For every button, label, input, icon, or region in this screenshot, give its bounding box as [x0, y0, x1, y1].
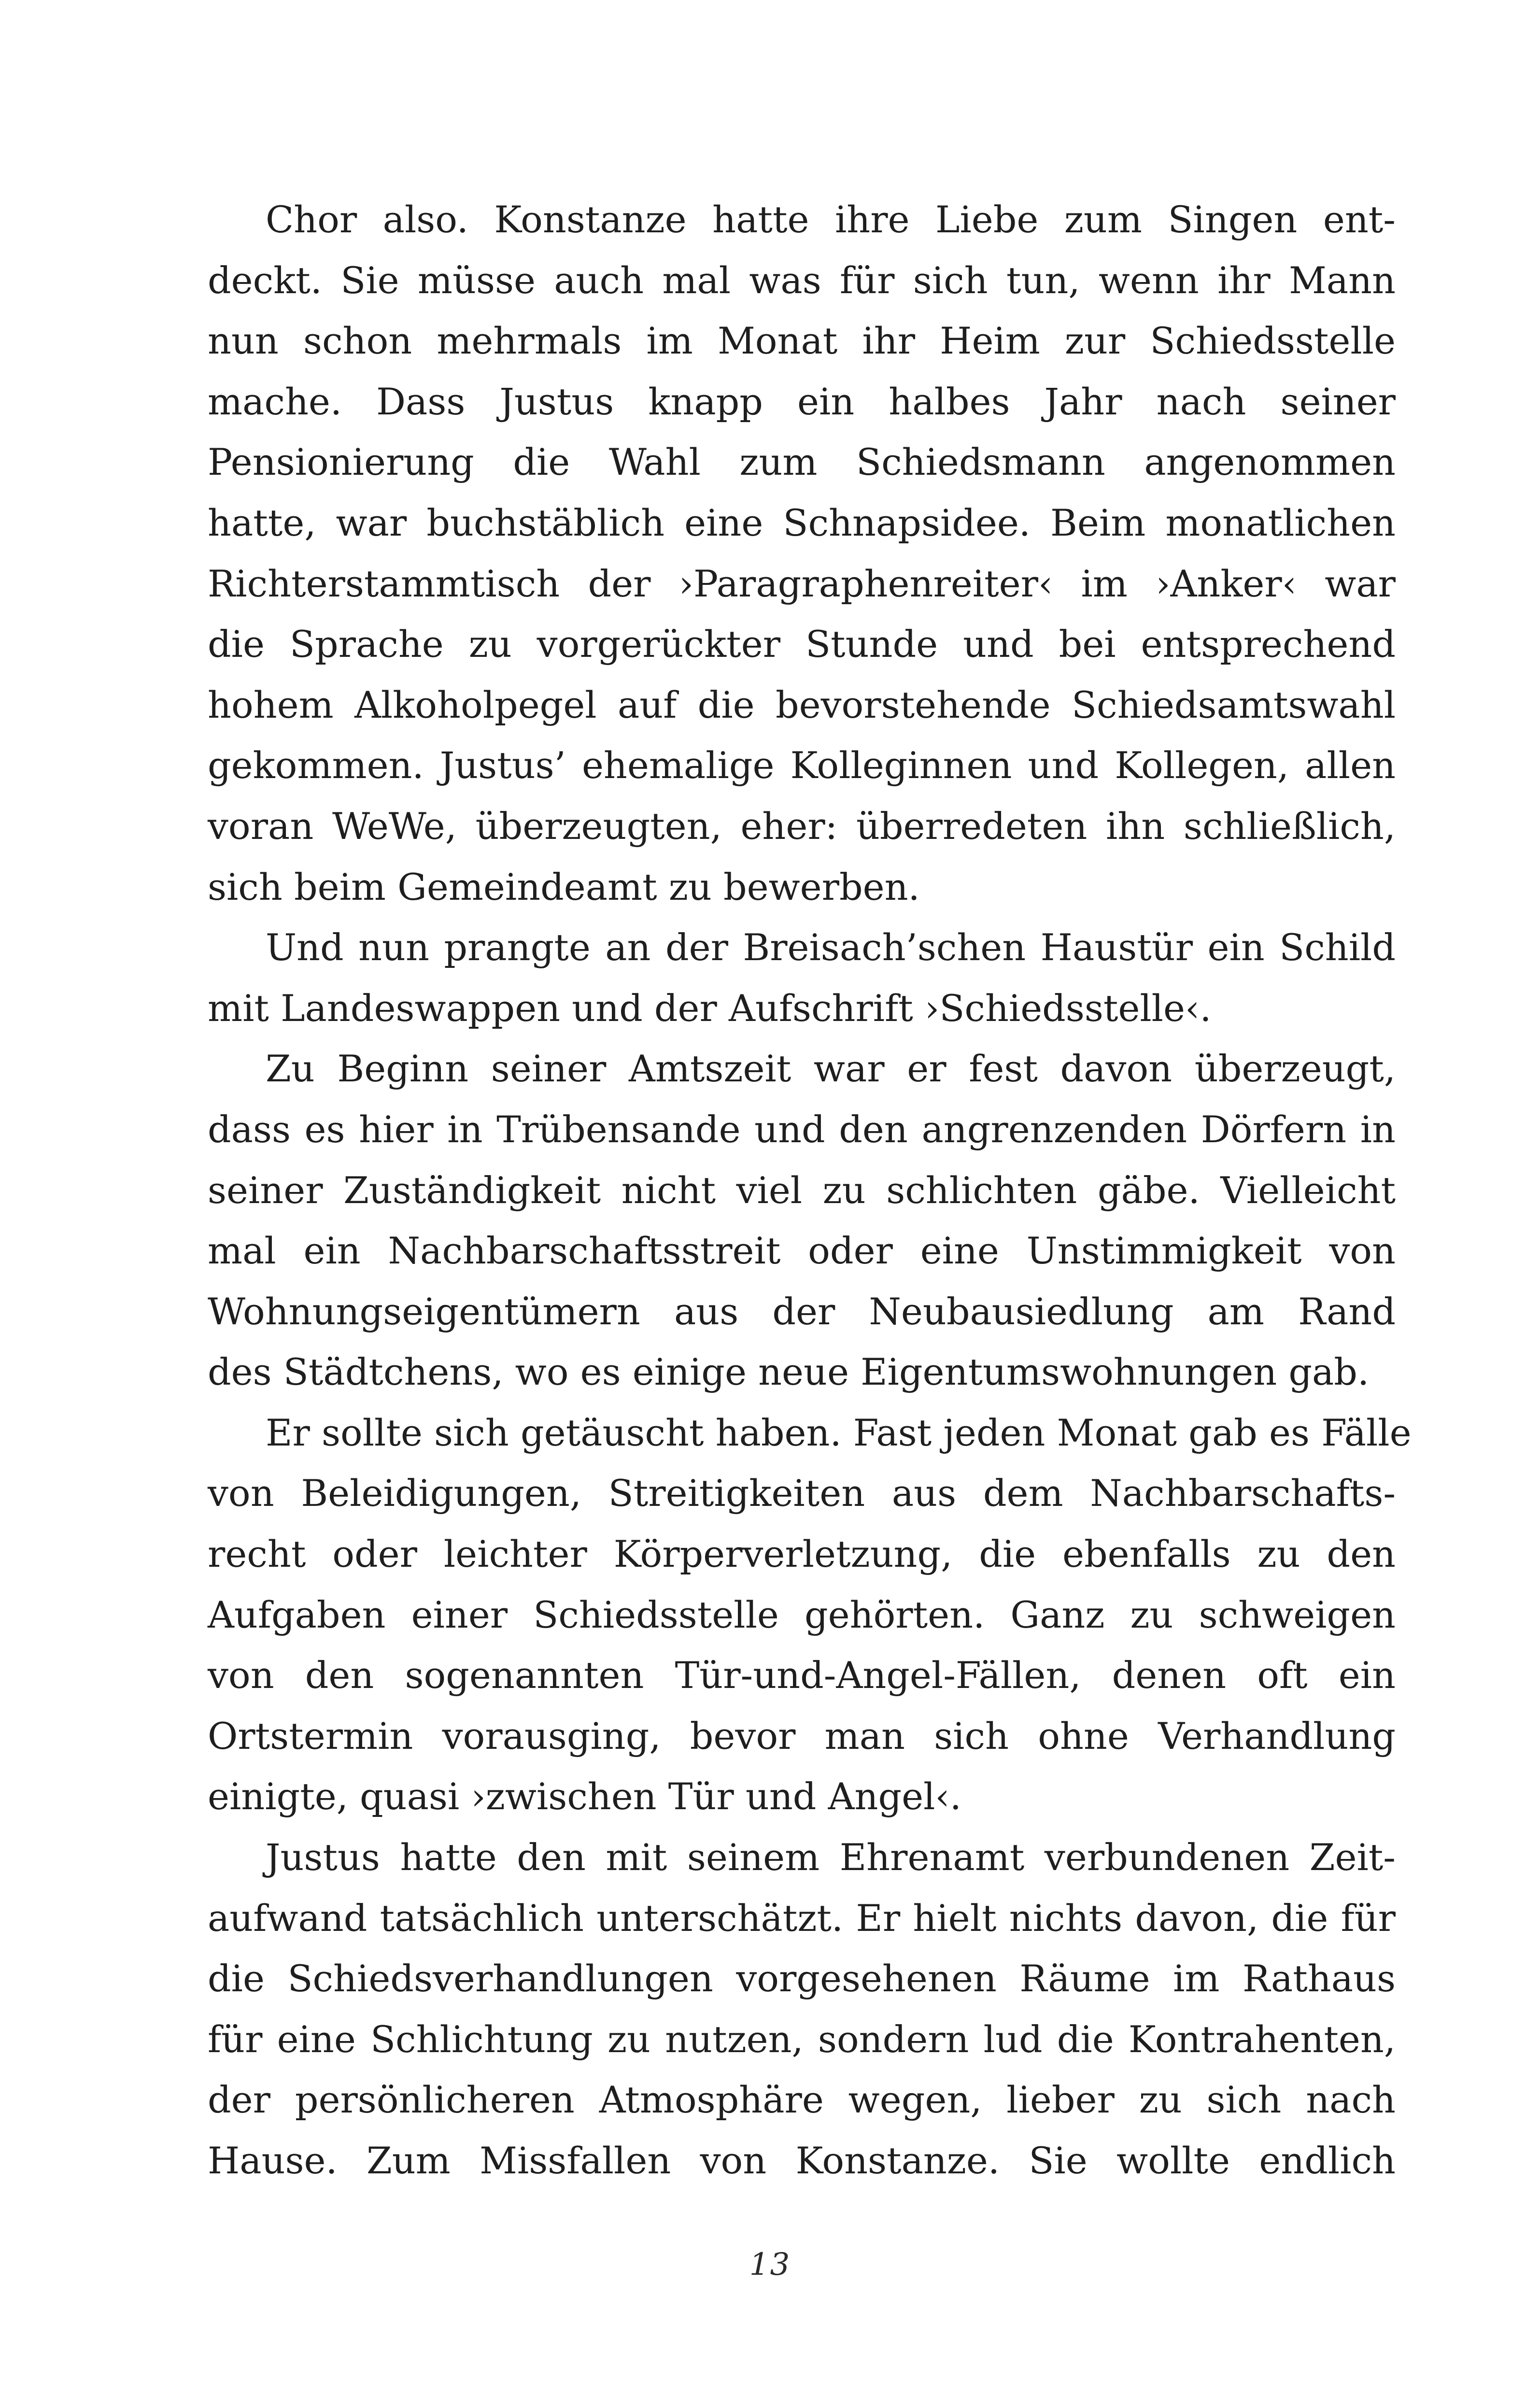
page-number: 13	[749, 2247, 791, 2283]
text-line: Chor also. Konstanze hatte ihre Liebe zum Singen ent-	[266, 198, 1396, 241]
text-line: gekommen. Justus’ ehemalige Kolleginnen und Kollegen, allen	[208, 744, 1396, 787]
text-line: des Städtchens, wo es einige neue Eigentumswohnungen gab.	[208, 1350, 1370, 1394]
text-line: einigte, quasi ›zwischen Tür und Angel‹.	[208, 1775, 961, 1818]
text-line: recht oder leichter Körperverletzung, die ebenfalls zu den	[208, 1532, 1396, 1576]
text-line: der persönlicheren Atmosphäre wegen, lieber zu sich nach	[208, 2078, 1396, 2122]
paragraph	[208, 1038, 1396, 1403]
text-line: Aufgaben einer Schiedsstelle gehörten. Ganz zu schweigen	[208, 1593, 1396, 1636]
text-line: seiner Zuständigkeit nicht viel zu schlichten gäbe. Vielleicht	[208, 1168, 1396, 1212]
text-line: Pensionierung die Wahl zum Schiedsmann angenommen	[208, 440, 1396, 484]
text-line: für eine Schlichtung zu nutzen, sondern lud die Kontrahenten,	[208, 2017, 1396, 2061]
paragraph	[208, 917, 1396, 1038]
text-line: hohem Alkoholpegel auf die bevorstehende Schiedsamtswahl	[208, 683, 1396, 726]
text-line: Justus hatte den mit seinem Ehrenamt verbundenen Zeit-	[266, 1836, 1396, 1879]
text-line: sich beim Gemeindeamt zu bewerben.	[208, 865, 920, 908]
text-line: Ortstermin vorausging, bevor man sich ohne Verhandlung	[208, 1714, 1396, 1758]
text-line: deckt. Sie müsse auch mal was für sich tun, wenn ihr Mann	[208, 258, 1396, 302]
text-line: voran WeWe, überzeugten, eher: überredeten ihn schließlich,	[208, 804, 1396, 848]
text-line: Zu Beginn seiner Amtszeit war er fest davon überzeugt,	[266, 1047, 1396, 1091]
text-line: hatte, war buchstäblich eine Schnapsidee. Beim monatlichen	[208, 501, 1396, 544]
text-line: Richterstammtisch der ›Paragraphenreiter‹ im ›Anker‹ war	[208, 562, 1396, 605]
text-line: nun schon mehrmals im Monat ihr Heim zur Schiedsstelle	[208, 319, 1396, 363]
text-line: dass es hier in Trübensande und den angrenzenden Dörfern in	[208, 1107, 1396, 1151]
text-line: von den sogenannten Tür-und-Angel-Fällen, denen oft ein	[208, 1654, 1396, 1697]
paragraph	[208, 1827, 1396, 2191]
text-line: die Schiedsverhandlungen vorgesehenen Räume im Rathaus	[208, 1957, 1396, 2000]
text-line: mit Landeswappen und der Aufschrift ›Schiedsstelle‹.	[208, 986, 1212, 1030]
text-line: Hause. Zum Missfallen von Konstanze. Sie wollte endlich	[208, 2139, 1396, 2182]
text-line: mache. Dass Justus knapp ein halbes Jahr nach seiner	[208, 380, 1396, 423]
paragraph	[208, 189, 1396, 917]
text-line: aufwand tatsächlich unterschätzt. Er hielt nichts davon, die für	[208, 1896, 1396, 1940]
text-line: Und nun prangte an der Breisach’schen Haustür ein Schild	[266, 926, 1396, 969]
text-line: mal ein Nachbarschaftsstreit oder eine Unstimmigkeit von	[208, 1229, 1396, 1273]
body-text	[208, 189, 1412, 2191]
paragraph	[208, 1403, 1412, 1827]
text-line: Er sollte sich getäuscht haben. Fast jeden Monat gab es Fälle	[266, 1411, 1412, 1454]
text-line: Wohnungseigentümern aus der Neubausiedlung am Rand	[208, 1290, 1396, 1333]
text-line: die Sprache zu vorgerückter Stunde und bei entsprechend	[208, 623, 1396, 666]
text-line: von Beleidigungen, Streitigkeiten aus dem Nachbarschafts-	[208, 1472, 1396, 1515]
